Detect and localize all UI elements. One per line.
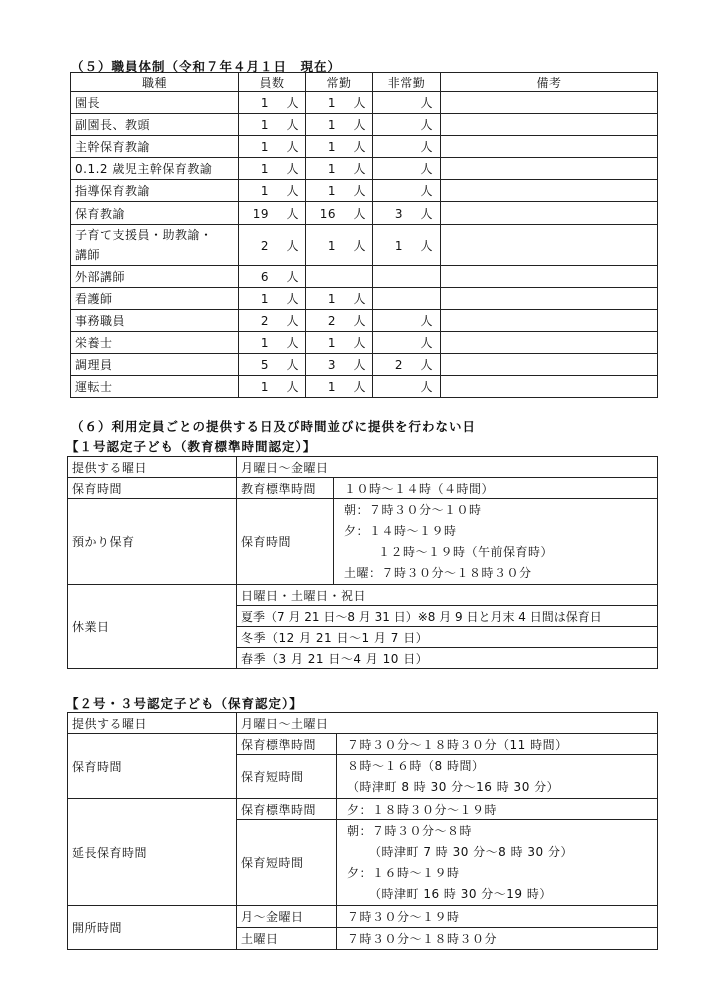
role-cell (71, 225, 239, 266)
total-value: 1 (260, 336, 269, 350)
closed-days-label: 休業日 (68, 585, 237, 669)
fulltime-value: 1 (327, 336, 336, 350)
closed-days-line: 夏季（7 月 21 日～8 月 31 日）※8 月 9 日と月末 4 日間は保育日 (237, 606, 658, 627)
unit-label: 人 (420, 336, 433, 350)
remarks-cell (441, 376, 658, 398)
short-care-value (337, 755, 658, 799)
unit-label: 人 (286, 270, 299, 284)
extended-short-label: 保育短時間 (237, 820, 337, 906)
staff-table (70, 72, 658, 398)
table-row (68, 799, 658, 820)
role-cell: 栄養士 (71, 332, 239, 354)
care-hours-label: 保育時間 (68, 734, 237, 799)
standard-care-label: 保育標準時間 (237, 734, 337, 755)
table-row (71, 225, 658, 266)
fulltime-value: 1 (327, 96, 336, 110)
total-value: 1 (260, 140, 269, 154)
role-cell: 園長 (71, 92, 239, 114)
closed-days-line: 日曜日・土曜日・祝日 (237, 585, 658, 606)
unit-label: 人 (420, 140, 433, 154)
short-care-label: 保育短時間 (237, 755, 337, 799)
saturday-label: 土曜日 (237, 928, 337, 950)
unit-label: 人 (353, 140, 366, 154)
fulltime-value: 1 (327, 162, 336, 176)
unit-label: 人 (420, 206, 433, 221)
remarks-cell (441, 202, 658, 225)
unit-label: 人 (353, 238, 366, 253)
unit-label: 人 (353, 314, 366, 328)
fulltime-empty (306, 266, 373, 288)
remarks-cell (441, 136, 658, 158)
unit-label: 人 (353, 292, 366, 306)
extended-standard-label: 保育標準時間 (237, 799, 337, 820)
table-row (68, 585, 658, 606)
fulltime-value: 1 (327, 238, 336, 253)
fulltime-value: 1 (327, 118, 336, 132)
header-role: 職種 (71, 73, 239, 92)
table-row (68, 906, 658, 928)
standard-education-hours-value: １０時～１４時（４時間） (334, 478, 658, 499)
extended-standard-value: 夕：１８時３０分～１９時 (337, 799, 658, 820)
role-cell: 運転士 (71, 376, 239, 398)
remarks-cell (441, 180, 658, 202)
provided-days-value: 月曜日～土曜日 (237, 713, 658, 734)
table-row (68, 457, 658, 478)
role-line: 子育て支援員・助教諭・ (75, 228, 213, 242)
closed-days-line: 冬季（12 月 21 日～1 月 7 日） (237, 627, 658, 648)
extended-hours-label: 延長保育時間 (68, 799, 237, 906)
table-row (71, 266, 658, 288)
table-row (71, 92, 658, 114)
remarks-cell (441, 92, 658, 114)
remarks-cell (441, 310, 658, 332)
opening-hours-label: 開所時間 (68, 906, 237, 950)
table-row (71, 376, 658, 398)
unit-label: 人 (420, 184, 433, 198)
header-total: 員数 (239, 73, 306, 92)
fulltime-value: 1 (327, 380, 336, 394)
type2-3-schedule-table (67, 712, 658, 950)
schedule-line: １２時～１９時（午前保育時） (378, 544, 554, 559)
weekday-label: 月～金曜日 (237, 906, 337, 928)
remarks-cell (441, 158, 658, 180)
unit-label: 人 (420, 96, 433, 110)
unit-label: 人 (420, 238, 433, 253)
fulltime-value: 2 (327, 314, 336, 328)
provided-days-value: 月曜日～金曜日 (237, 457, 658, 478)
table-row (71, 158, 658, 180)
unit-label: 人 (353, 184, 366, 198)
role-cell: 保育教諭 (71, 202, 239, 225)
remarks-cell (441, 225, 658, 266)
unit-label: 人 (353, 358, 366, 372)
unit-label: 人 (353, 380, 366, 394)
total-value: 1 (260, 292, 269, 306)
provided-days-label: 提供する曜日 (68, 457, 237, 478)
table-row (68, 478, 658, 499)
header-remarks: 備考 (441, 73, 658, 92)
unit-label: 人 (353, 206, 366, 221)
total-value: 19 (252, 206, 269, 221)
schedule-line: 夕：１４時～１９時 (344, 523, 457, 538)
fulltime-value: 1 (327, 184, 336, 198)
unit-label: 人 (286, 358, 299, 372)
unit-label: 人 (420, 118, 433, 132)
unit-label: 人 (420, 314, 433, 328)
parttime-empty (373, 266, 441, 288)
role-cell: 0.1.2 歳児主幹保育教諭 (71, 158, 239, 180)
role-cell: 事務職員 (71, 310, 239, 332)
subsection1-title: 【１号認定子ども（教育標準時間認定）】 (66, 439, 317, 454)
role-cell: 指導保育教諭 (71, 180, 239, 202)
schedule-line: （時津町 8 時 30 分～16 時 30 分） (347, 779, 560, 794)
extended-care-label: 預かり保育 (68, 499, 237, 585)
table-row (68, 713, 658, 734)
total-value: 6 (260, 270, 269, 284)
header-parttime: 非常勤 (373, 73, 441, 92)
extended-care-hours-label: 保育時間 (237, 499, 334, 585)
table-row (71, 202, 658, 225)
unit-label: 人 (286, 118, 299, 132)
parttime-value: 1 (394, 238, 403, 253)
unit-label: 人 (286, 292, 299, 306)
unit-label: 人 (286, 206, 299, 221)
total-value: 2 (260, 314, 269, 328)
unit-label: 人 (286, 96, 299, 110)
weekday-hours-value: ７時３０分～１９時 (337, 906, 658, 928)
fulltime-value: 16 (319, 206, 336, 221)
provided-days-label: 提供する曜日 (68, 713, 237, 734)
total-value: 2 (260, 238, 269, 253)
unit-label: 人 (286, 336, 299, 350)
unit-label: 人 (353, 118, 366, 132)
remarks-cell (441, 354, 658, 376)
extended-care-hours-value (334, 499, 658, 585)
table-row (71, 180, 658, 202)
unit-label: 人 (286, 380, 299, 394)
remarks-cell (441, 114, 658, 136)
schedule-line: 朝：７時３０分～８時 (347, 823, 473, 838)
role-cell: 調理員 (71, 354, 239, 376)
table-row (71, 310, 658, 332)
table-row (71, 136, 658, 158)
unit-label: 人 (286, 314, 299, 328)
subsection2-title: 【２号・３号認定子ども（保育認定）】 (66, 696, 303, 711)
remarks-cell (441, 288, 658, 310)
schedule-line: 夕：１６時～１９時 (347, 865, 460, 880)
table-row (68, 734, 658, 755)
standard-care-value: ７時３０分～１８時３０分（11 時間） (337, 734, 658, 755)
care-hours-label: 保育時間 (68, 478, 237, 499)
staff-table-header (71, 73, 658, 92)
header-fulltime: 常勤 (306, 73, 373, 92)
total-value: 1 (260, 380, 269, 394)
schedule-line: ８時～１６時（8 時間） (347, 758, 485, 773)
unit-label: 人 (353, 96, 366, 110)
fulltime-value: 3 (327, 358, 336, 372)
total-value: 1 (260, 184, 269, 198)
saturday-hours-value: ７時３０分～１８時３０分 (337, 928, 658, 950)
role-cell: 外部講師 (71, 266, 239, 288)
remarks-cell (441, 332, 658, 354)
total-value: 5 (260, 358, 269, 372)
unit-label: 人 (353, 336, 366, 350)
schedule-line: （時津町 7 時 30 分～8 時 30 分） (369, 844, 574, 859)
role-cell: 看護師 (71, 288, 239, 310)
section6-title: （６）利用定員ごとの提供する日及び時間並びに提供を行わない日 (71, 419, 477, 434)
table-row (71, 288, 658, 310)
role-cell: 副園長、教頭 (71, 114, 239, 136)
section5-title: （５）職員体制（令和７年４月１日 現在） (71, 59, 342, 74)
table-row (71, 332, 658, 354)
table-row (71, 354, 658, 376)
role-cell: 主幹保育教諭 (71, 136, 239, 158)
parttime-empty (373, 288, 441, 310)
unit-label: 人 (353, 162, 366, 176)
total-value: 1 (260, 118, 269, 132)
total-value: 1 (260, 96, 269, 110)
unit-label: 人 (420, 380, 433, 394)
table-row (68, 499, 658, 585)
closed-days-line: 春季（3 月 21 日～4 月 10 日） (237, 648, 658, 669)
type1-schedule-table (67, 456, 658, 669)
parttime-value: 3 (394, 206, 403, 221)
unit-label: 人 (286, 238, 299, 253)
unit-label: 人 (286, 162, 299, 176)
fulltime-value: 1 (327, 140, 336, 154)
unit-label: 人 (420, 358, 433, 372)
parttime-value: 2 (394, 358, 403, 372)
unit-label: 人 (286, 140, 299, 154)
schedule-line: 朝：７時３０分～１０時 (344, 502, 482, 517)
table-row (71, 114, 658, 136)
standard-education-hours-label: 教育標準時間 (237, 478, 334, 499)
schedule-line: 土曜：７時３０分～１８時３０分 (344, 565, 532, 580)
role-line: 講師 (75, 248, 101, 262)
fulltime-value: 1 (327, 292, 336, 306)
remarks-cell (441, 266, 658, 288)
extended-short-value (337, 820, 658, 906)
unit-label: 人 (286, 184, 299, 198)
unit-label: 人 (420, 162, 433, 176)
total-value: 1 (260, 162, 269, 176)
schedule-line: （時津町 16 時 30 分～19 時） (369, 886, 552, 901)
